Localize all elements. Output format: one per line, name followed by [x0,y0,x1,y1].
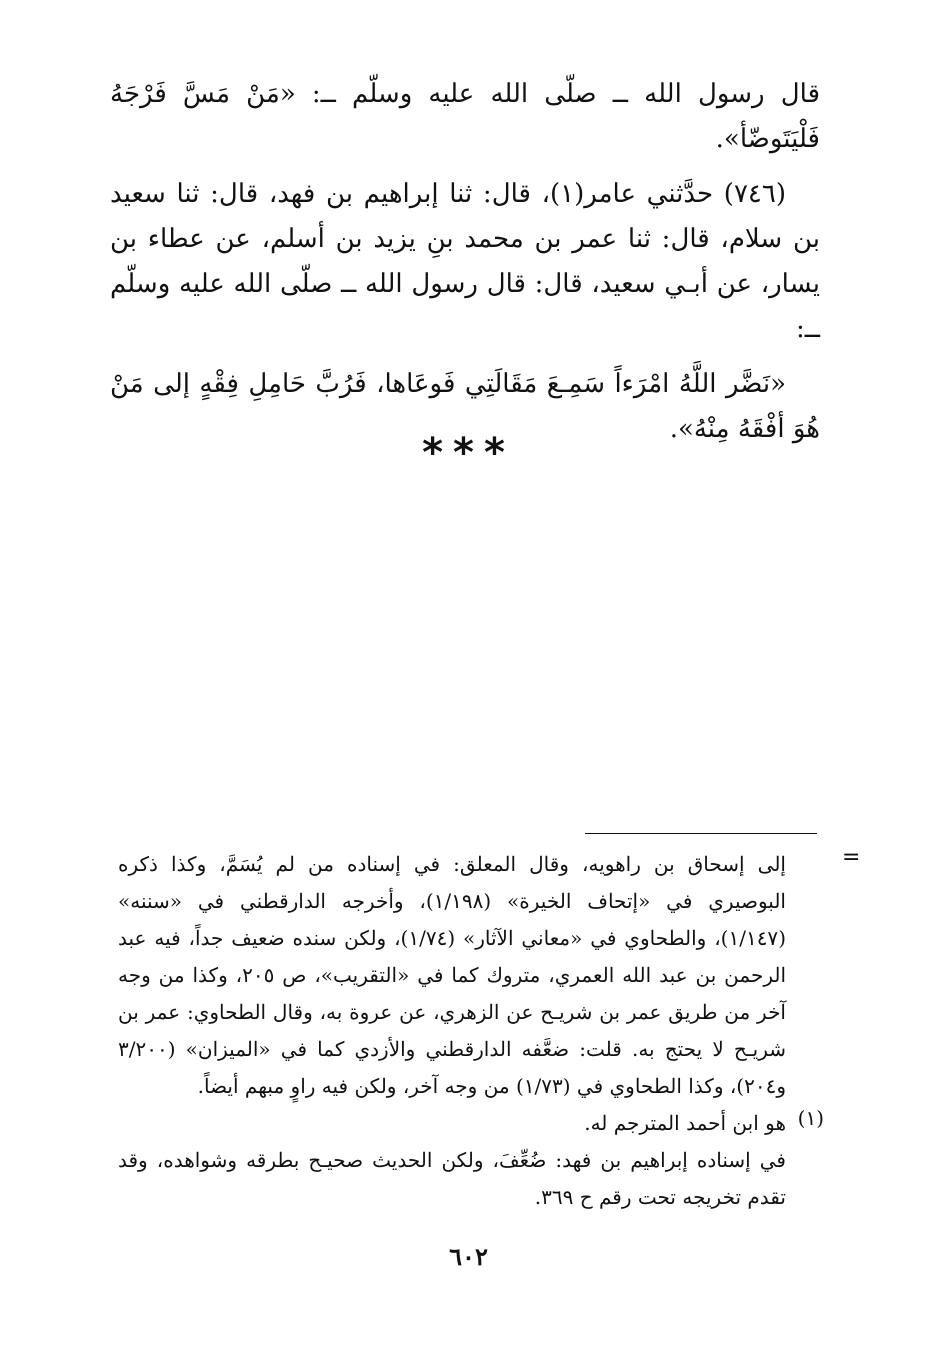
footnote-2: في إسناده إبراهيم بن فهد: ضُعِّفَ، ولكن الحديث صحيـح بطرقه وشواهده، وقد تقدم تخريجه تحت رقم ح ٣٦٩. [118,1148,786,1209]
footnote-continuation: إلى إسحاق بن راهويه، وقال المعلق: في إسناده من لم يُسَمَّ، وكذا ذكره البوصيري في «إتحاف الخيرة» (١/١٩٨)، وأخرجه الدارقطني في «سننه» (١/١٤٧)، والطحاوي في «معاني الآثار» (١/٧٤)، ولكن سنده ضعيف جداً، فيه عبد الرحمن بن عبد الله العمري، متروك كما في «التقريب»، ص ٢٠٥، وكذا من وجه آخر من طريق عمر بن شريـح عن الزهري، عن عروة به، وقال الطحاوي: عمر بن شريـح لا يحتج به. قلت: ضعَّفه الدارقطني والأزدي كما في «الميزان» (٣/٢٠٠ و٢٠٤)، وكذا الطحاوي في (١/٧٣) من وجه آخر، ولكن فيه راوٍ مبهم أيضاً. [118,852,787,1098]
footnote-1: هو ابن أحمد المترجم له. [584,1111,786,1135]
footnote-number: (١) [797,1106,824,1130]
footnote-divider [585,833,817,834]
hadith-746-matn: «نَضَّر اللَّهُ امْرَءاً سَمِـعَ مَقَالَتِي فَوعَاها، فَرُبَّ حَامِلِ فِقْهٍ إلى مَنْ هُوَ أفْقَهُ مِنْهُ». [110,369,820,444]
hadith-ending: قال رسول الله ــ صلّى الله عليه وسلّم ــ: «مَنْ مَسَّ فَرْجَهُ فَلْيَتَوضّأ». [110,79,820,154]
section-separator: *** [422,430,515,476]
footnote-continuation-mark: = [842,845,861,870]
hadith-746-isnad: (٧٤٦) حدَّثني عامر(١)، قال: ثنا إبراهيم بن فهد، قال: ثنا سعيد بن سلام، قال: ثنا عمر بن محمد بنِ يزيد بن أسلم، عن عطاء بن يسار، عن أبـي سعيد، قال: قال رسول الله ــ صلّى الله عليه وسلّم ــ: [110,179,820,344]
footnotes [118,846,786,1216]
main-text [110,72,820,462]
page-number: ٦٠٢ [449,1242,488,1271]
